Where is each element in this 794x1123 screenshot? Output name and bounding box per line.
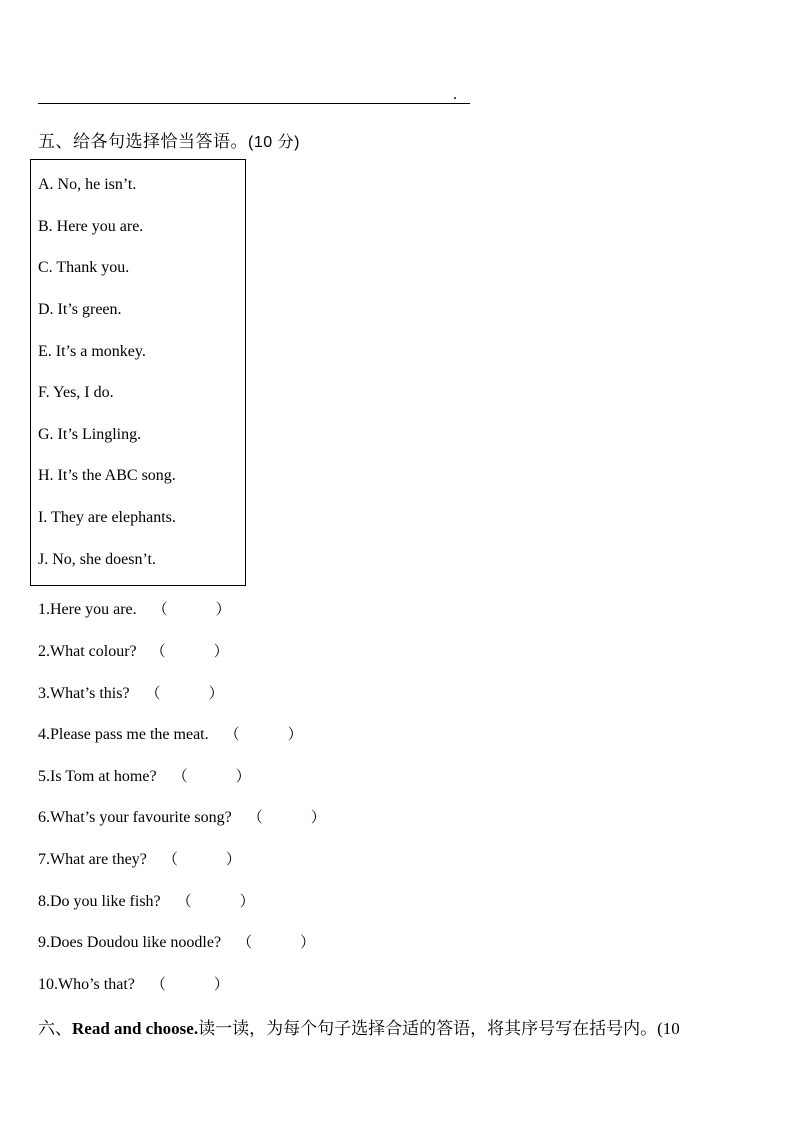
section-6-number: 六、	[38, 1019, 72, 1038]
option-j: J. No, she doesn’t.	[38, 551, 156, 568]
section-6-heading	[38, 1014, 680, 1039]
question-text: 5.Is Tom at home?	[38, 768, 157, 785]
answer-paren-close: ）	[208, 686, 224, 702]
question-5	[38, 765, 251, 786]
option-h: H. It’s the ABC song.	[38, 467, 176, 484]
question-text: 9.Does Doudou like noodle?	[38, 934, 222, 951]
option-a: A. No, he isn’t.	[38, 176, 137, 193]
option-c: C. Thank you.	[38, 259, 130, 276]
question-7	[38, 848, 241, 869]
question-text: 8.Do you like fish?	[38, 893, 161, 910]
question-text: 6.What’s your favourite song?	[38, 809, 232, 826]
question-8	[38, 890, 255, 911]
question-4	[38, 723, 303, 744]
answer-paren-close: ）	[310, 810, 326, 826]
answer-paren-open: （	[176, 894, 192, 910]
answer-paren-close: ）	[213, 644, 229, 660]
option-g: G. It’s Lingling.	[38, 426, 142, 443]
section-6-instructions: 读一读，为每个句子选择合适的答语，将其序号写在括号内。(10	[198, 1019, 680, 1038]
option-e: E. It’s a monkey.	[38, 343, 146, 360]
question-9	[38, 931, 315, 952]
question-text: 2.What colour?	[38, 643, 137, 660]
answer-paren-open: （	[150, 644, 166, 660]
question-2	[38, 640, 229, 661]
line-period: .	[453, 86, 457, 103]
answer-paren-close: ）	[215, 602, 231, 618]
answer-paren-close: ）	[235, 769, 251, 785]
question-text: 4.Please pass me the meat.	[38, 726, 209, 743]
answer-line	[38, 103, 470, 104]
option-d: D. It’s green.	[38, 301, 122, 318]
answer-paren-close: ）	[300, 935, 316, 951]
answer-paren-open: （	[145, 686, 161, 702]
question-6	[38, 806, 326, 827]
question-1	[38, 598, 231, 619]
option-f: F. Yes, I do.	[38, 384, 114, 401]
section-5-title: 五、给各句选择恰当答语。	[38, 132, 248, 151]
answer-paren-open: （	[172, 769, 188, 785]
section-5-score: (10 分)	[248, 134, 300, 151]
answer-paren-open: （	[224, 727, 240, 743]
answer-paren-open: （	[150, 977, 166, 993]
question-3	[38, 682, 224, 703]
question-text: 1.Here you are.	[38, 601, 137, 618]
answer-paren-open: （	[152, 602, 168, 618]
section-6-title-en: Read and choose.	[72, 1019, 199, 1038]
question-text: 3.What’s this?	[38, 685, 130, 702]
question-text: 7.What are they?	[38, 851, 147, 868]
answer-paren-close: ）	[213, 977, 229, 993]
section-5-heading	[38, 127, 300, 152]
answer-paren-close: ）	[287, 727, 303, 743]
question-10	[38, 973, 229, 994]
answer-paren-open: （	[247, 810, 263, 826]
answer-paren-open: （	[237, 935, 253, 951]
question-text: 10.Who’s that?	[38, 976, 135, 993]
option-b: B. Here you are.	[38, 218, 144, 235]
option-i: I. They are elephants.	[38, 509, 176, 526]
answer-paren-close: ）	[239, 894, 255, 910]
answer-paren-open: （	[162, 852, 178, 868]
answer-paren-close: ）	[225, 852, 241, 868]
